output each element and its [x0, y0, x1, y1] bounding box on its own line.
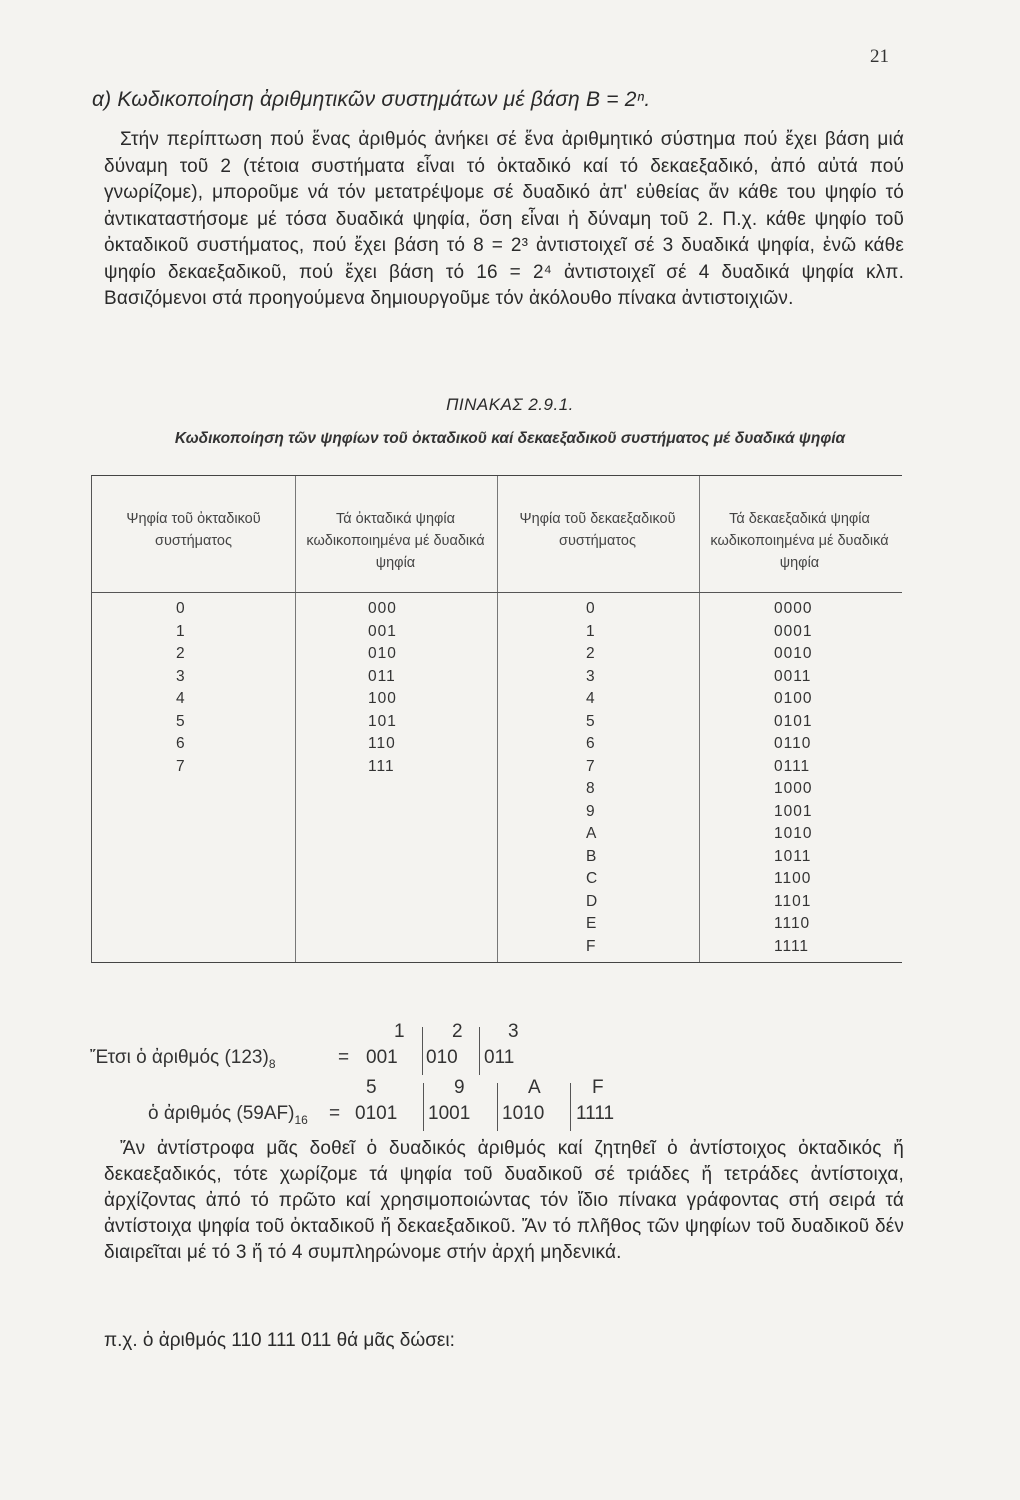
table-cell: 101 — [368, 712, 397, 730]
table-cell: 0 — [176, 600, 186, 617]
octal-number-prefix: Ἔτσι ὁ ἀριθμός (123) — [90, 1047, 269, 1068]
table-cell: 3 — [586, 667, 596, 685]
table-cell: 1000 — [774, 780, 813, 797]
table-cell: 0001 — [774, 622, 813, 640]
closing-paragraph-text: Ἄν ἀντίστροφα μᾶς δοθεῖ ὁ δυαδικός ἀριθμός καί ζητηθεῖ ὁ ἀντίστοιχος ὀκταδικός ἤ δεκαεξαδικός, τότε χωρίζομε τά ψηφία τοῦ δυαδικοῦ σέ τριάδες ἤ τετράδες ἀντίστοιχα, ἀρχίζοντας ἀπό τό πρῶτο καί χρησιμοποιώντας τόν ἴδιο πίνακα γράφοντας στή σειρά τά ἀντίστοιχα ψηφία τοῦ ὀκταδικοῦ ἤ δεκαεξαδικοῦ. Ἄν τό πλῆθος τῶν ψηφίων τοῦ δυαδικοῦ δέν διαιρεῖται μέ τό 3 ἤ τό 4 συμπληρώνομε στήν ἀρχή μηδενικά. — [104, 1138, 904, 1263]
table-cell: 1 — [176, 622, 186, 640]
table-cell: C — [586, 870, 599, 887]
header-divider — [92, 592, 902, 593]
column-divider — [699, 476, 700, 962]
example-line: π.χ. ὁ ἀριθμός 110 111 011 θά μᾶς δώσει: — [104, 1330, 455, 1351]
group-separator — [479, 1027, 480, 1075]
table-cell: 1111 — [774, 937, 810, 955]
header-hex-digits: Ψηφία τοῦ δεκαεξαδικοῦ συστήματος — [519, 511, 676, 549]
octal-binary-column — [368, 598, 397, 778]
table-cell: 1 — [586, 622, 596, 640]
table-cell: 0010 — [774, 645, 813, 662]
octal-digit: 2 — [452, 1021, 463, 1042]
table-cell: 001 — [368, 622, 397, 640]
column-divider — [497, 476, 498, 962]
table-cell: 000 — [368, 600, 397, 617]
conversion-table — [91, 475, 902, 963]
table-cell: 7 — [586, 757, 596, 775]
table-cell: 0100 — [774, 690, 813, 707]
binary-group: 011 — [484, 1047, 515, 1068]
octal-digit: 3 — [508, 1021, 519, 1042]
hex-digit: 5 — [366, 1077, 377, 1098]
table-cell: 011 — [368, 667, 396, 685]
header-octal-binary: Τά ὀκταδικά ψηφία κωδικοποιημένα μέ δυαδικά ψηφία — [306, 511, 485, 571]
table-cell: 5 — [586, 712, 596, 730]
hex-number-prefix: ὁ ἀριθμός (59AF) — [148, 1103, 295, 1124]
table-cell: 0110 — [774, 735, 812, 752]
octal-digits-column — [176, 598, 186, 778]
table-cell: 1100 — [774, 870, 812, 887]
table-cell: 2 — [586, 645, 596, 662]
table-cell: 111 — [368, 757, 395, 775]
binary-group: 1001 — [428, 1103, 471, 1124]
octal-number-base: 8 — [268, 1056, 276, 1071]
page-number: 21 — [870, 46, 889, 67]
table-cell: 6 — [176, 735, 186, 752]
table-cell: F — [586, 937, 597, 955]
binary-group: 001 — [366, 1047, 398, 1068]
table-cell: 100 — [368, 690, 397, 707]
header-octal-digits: Ψηφία τοῦ ὀκταδικοῦ συστήματος — [126, 511, 261, 549]
hex-digits-column — [586, 598, 598, 958]
equals-sign: = — [329, 1103, 341, 1124]
binary-group: 1111 — [576, 1103, 615, 1124]
group-separator — [422, 1027, 423, 1075]
closing-paragraph — [104, 1136, 904, 1266]
table-cell: 0000 — [774, 600, 813, 617]
binary-group: 1010 — [502, 1103, 545, 1124]
octal-digit: 1 — [394, 1021, 405, 1042]
table-cell: 1110 — [774, 915, 811, 932]
table-cell: 0111 — [774, 757, 811, 775]
hex-binary-column — [774, 598, 812, 958]
table-cell: 7 — [176, 757, 186, 775]
table-cell: 010 — [368, 645, 397, 662]
table-cell: 5 — [176, 712, 186, 730]
group-separator — [423, 1083, 424, 1131]
table-cell: 1010 — [774, 825, 813, 842]
table-cell: 8 — [586, 780, 596, 797]
table-cell: 1011 — [774, 847, 812, 865]
table-cell: 6 — [586, 735, 596, 752]
binary-group: 0101 — [355, 1103, 398, 1124]
column-divider — [295, 476, 296, 962]
table-cell: 0 — [586, 600, 596, 617]
group-separator — [497, 1083, 498, 1131]
hex-number-base: 16 — [294, 1112, 308, 1127]
table-cell: 4 — [176, 690, 186, 707]
table-cell: 2 — [176, 645, 186, 662]
table-cell: 0101 — [774, 712, 813, 730]
table-cell: 9 — [586, 802, 596, 820]
table-cell: A — [586, 825, 598, 842]
table-cell: E — [586, 915, 598, 932]
table-cell: 3 — [176, 667, 186, 685]
table-cell: B — [586, 847, 598, 865]
hex-digit: A — [528, 1077, 541, 1098]
table-cell: 1001 — [774, 802, 813, 820]
header-hex-binary: Τά δεκαεξαδικά ψηφία κωδικοποιημένα μέ δυαδικά ψηφία — [710, 511, 889, 571]
intro-paragraph-text: Στήν περίπτωση πού ἕνας ἀριθμός ἀνήκει σέ ἕνα ἀριθμητικό σύστημα πού ἔχει βάση μιά δύναμη τοῦ 2 (τέτοια συστήματα εἶναι τό ὀκταδικό καί τό δεκαεξαδικό, ἀπό αὐτά πού γνωρίζομε), μποροῦμε νά τόν μετατρέψομε σέ δυαδικό ἀπ' εὐθείας ἄν κάθε του ψηφίο τό ἀντικαταστήσομε μέ τόσα δυαδικά ψηφία, ὅση εἶναι ἡ δύναμη τοῦ 2. Π.χ. κάθε ψηφίο τοῦ ὀκταδικοῦ συστήματος, πού ἔχει βάση τό 8 = 2³ ἀντιστοιχεῖ σέ 3 δυαδικά ψηφία, ἐνῶ κάθε ψηφίο δεκαεξαδικοῦ, πού ἔχει βάση τό 16 = 2⁴ ἀντιστοιχεῖ σέ 4 δυαδικά ψηφία κλπ. Βασιζόμενοι στά προηγούμενα δημιουργοῦμε τόν ἀκόλουθο πίνακα ἀντιστοιχιῶν. — [104, 129, 904, 309]
table-cell: D — [586, 892, 599, 910]
table-cell: 0011 — [774, 667, 812, 685]
table-cell: 1101 — [774, 892, 812, 910]
binary-group: 010 — [426, 1047, 458, 1068]
table-title: ΠΙΝΑΚΑΣ 2.9.1. — [446, 395, 574, 414]
octal-number-label — [90, 1047, 276, 1071]
hex-digit: F — [592, 1077, 604, 1098]
hex-digit: 9 — [454, 1077, 465, 1098]
hex-number-label — [148, 1103, 308, 1127]
table-cell: 4 — [586, 690, 596, 707]
table-cell: 110 — [368, 735, 396, 752]
section-heading: α) Κωδικοποίηση ἀριθμητικῶν συστημάτων μέ βάση Β = 2ⁿ. — [92, 88, 651, 111]
table-caption: Κωδικοποίηση τῶν ψηφίων τοῦ ὀκταδικοῦ καί δεκαεξαδικοῦ συστήματος μέ δυαδικά ψηφία — [174, 430, 846, 447]
group-separator — [570, 1083, 571, 1131]
equals-sign: = — [338, 1047, 350, 1068]
intro-paragraph — [104, 127, 904, 313]
